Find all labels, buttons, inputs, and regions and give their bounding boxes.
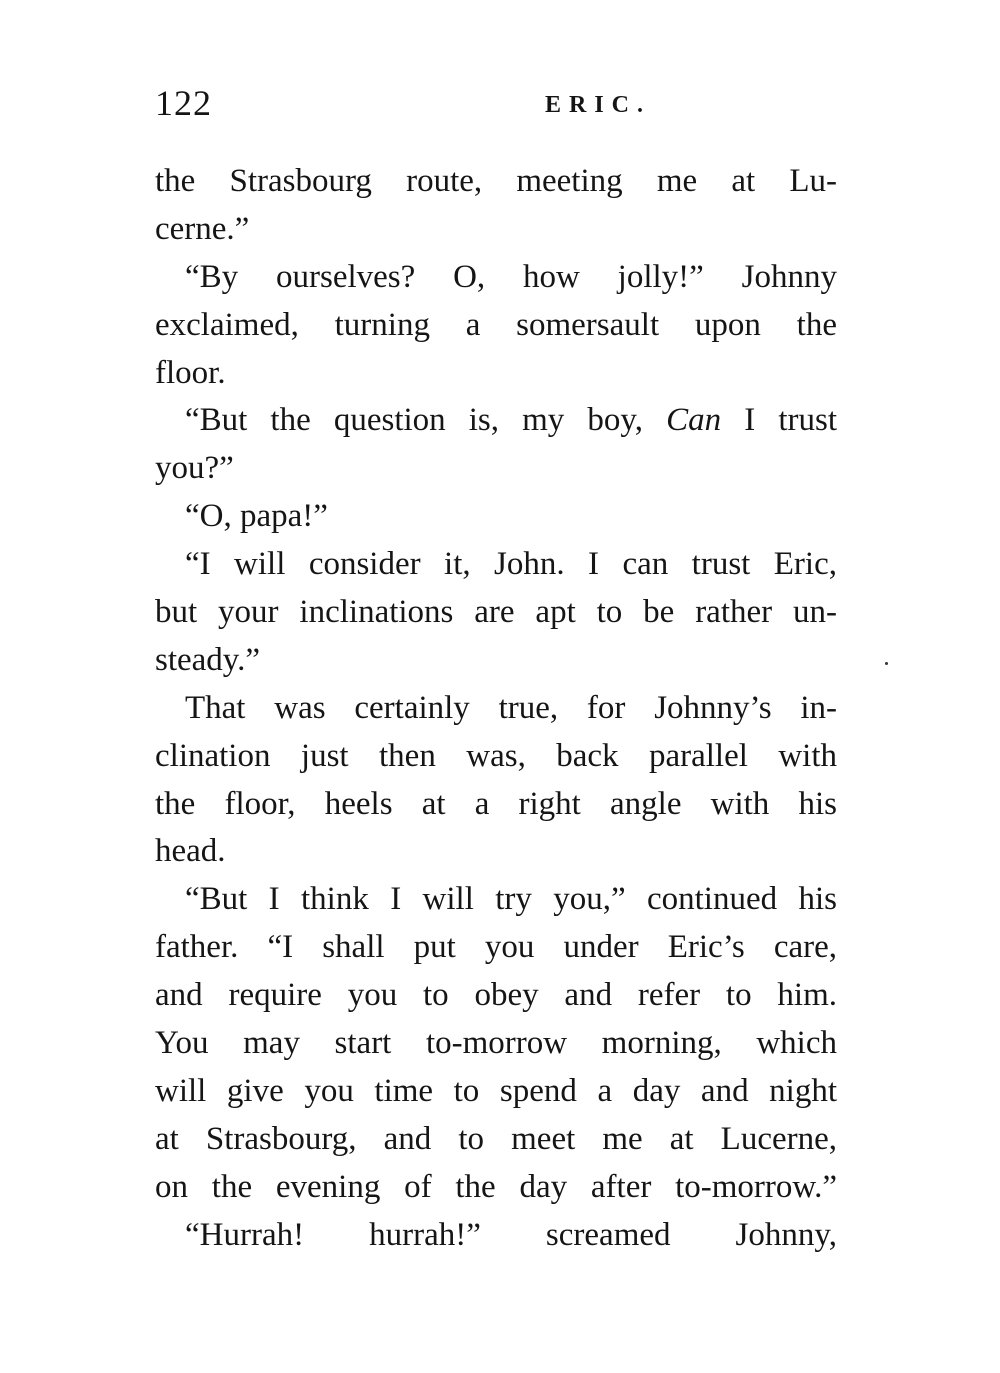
text-segment: “But the question is, my boy, [185, 402, 667, 439]
text-line: “I will consider it, John. I can trust Eric, [185, 546, 837, 583]
running-head: ERIC. [544, 92, 652, 118]
text-line: father. “I shall put you under Eric’s care, [155, 929, 837, 966]
text-line: will give you time to spend a day and night [155, 1072, 837, 1109]
text-line: cerne.” [155, 210, 250, 247]
text-line: clination just then was, back parallel with [155, 737, 837, 774]
text-line: That was certainly true, for Johnny’s in- [185, 689, 837, 726]
text-line: “But I think I will try you,” continued his [185, 881, 837, 918]
text-line: but your inclinations are apt to be rather un- [155, 594, 837, 631]
text-line: floor. [155, 354, 226, 391]
text-line: exclaimed, turning a somersault upon the [155, 306, 837, 343]
text-line: “O, papa!” [185, 498, 328, 535]
ink-speck [885, 662, 888, 665]
text-line: and require you to obey and refer to him. [155, 977, 837, 1014]
text-line: You may start to-morrow morning, which [155, 1025, 837, 1062]
body-text [155, 158, 837, 1259]
text-line: at Strasbourg, and to meet me at Lucerne, [155, 1120, 837, 1157]
text-line: on the evening of the day after to-morrow.” [155, 1168, 837, 1205]
italic-word: Can [666, 402, 722, 439]
text-line [155, 397, 837, 445]
text-line: the floor, heels at a right angle with his [155, 785, 837, 822]
text-line: steady.” [155, 641, 261, 678]
page-number: 122 [155, 83, 212, 123]
text-line: “Hurrah! hurrah!” screamed Johnny, [185, 1216, 837, 1253]
text-line: the Strasbourg route, meeting me at Lu- [155, 163, 837, 199]
text-line: you?” [155, 450, 234, 487]
text-line: head. [155, 833, 226, 870]
text-line: “By ourselves? O, how jolly!” Johnny [185, 258, 837, 295]
text-segment: I trust [721, 402, 837, 439]
page-header [155, 82, 835, 126]
